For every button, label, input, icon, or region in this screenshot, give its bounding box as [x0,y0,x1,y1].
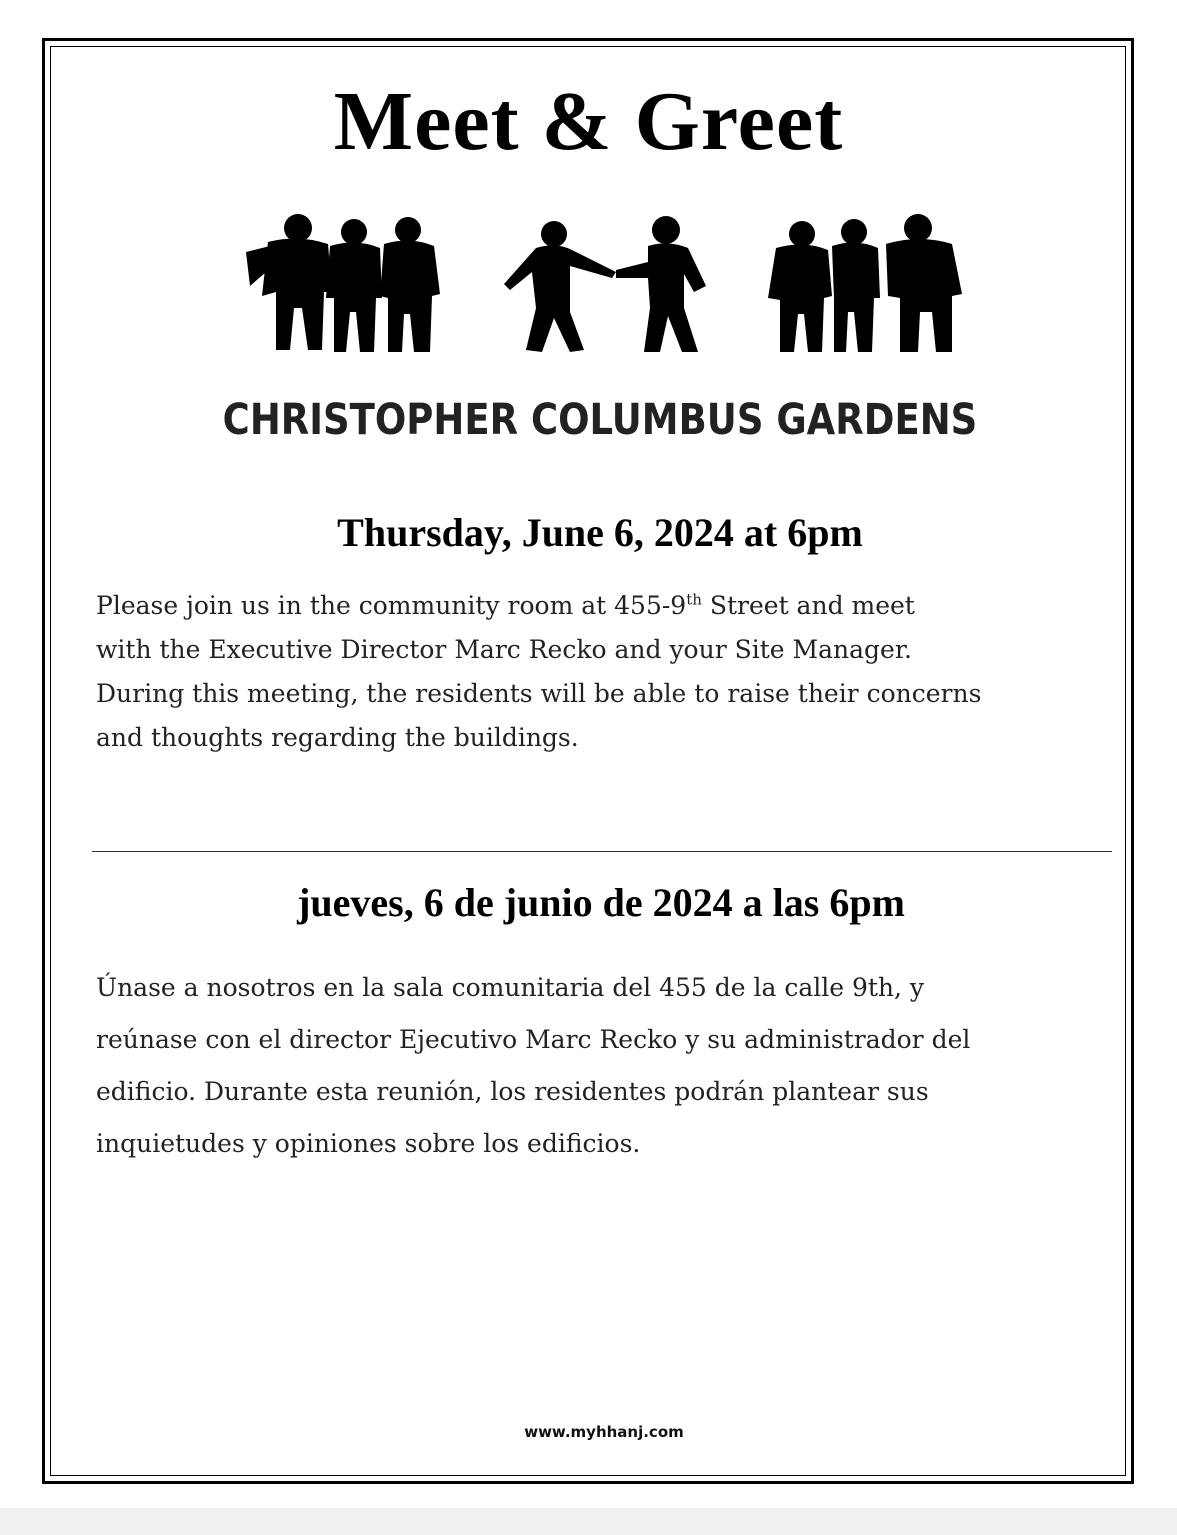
person-silhouette [616,216,706,352]
english-line-2: with the Executive Director Marc Recko and your Site Manager. [96,635,912,664]
spanish-date-heading: jueves, 6 de junio de 2024 a las 6pm [297,880,905,925]
page-bottom-margin [0,1508,1177,1535]
flyer-title: Meet & Greet [333,75,844,168]
text-span: Please join us in the community room at 455-9 [96,591,687,620]
person-silhouette [768,221,832,352]
spanish-line-2: reúnase con el director Ejecutivo Marc Recko y su administrador del [96,1025,971,1054]
section-divider [92,851,1112,852]
person-silhouette [504,221,616,352]
english-paragraph [96,584,1136,760]
english-line-4: and thoughts regarding the buildings. [96,723,579,752]
english-line-1 [96,584,1136,628]
person-silhouette [246,214,332,350]
venue-name: CHRISTOPHER COLUMBUS GARDENS [222,395,978,445]
person-silhouette [886,214,962,352]
footer-website-url: www.myhhanj.com [524,1423,684,1441]
spanish-line-1: Únase a nosotros en la sala comunitaria del 455 de la calle 9th, y [96,973,925,1002]
person-silhouette [832,219,880,352]
person-silhouette [326,219,382,352]
people-silhouettes-image [236,212,976,362]
text-span: Street and meet [701,591,915,620]
spanish-line-3: edificio. Durante esta reunión, los residentes podrán plantear sus [96,1077,929,1106]
english-line-3: During this meeting, the residents will be able to raise their concerns [96,679,982,708]
spanish-line-4: inquietudes y opiniones sobre los edificios. [96,1129,641,1158]
ordinal-superscript: th [686,590,702,609]
person-silhouette [380,217,440,352]
spanish-paragraph [96,962,1136,1170]
english-date-heading: Thursday, June 6, 2024 at 6pm [337,510,863,555]
